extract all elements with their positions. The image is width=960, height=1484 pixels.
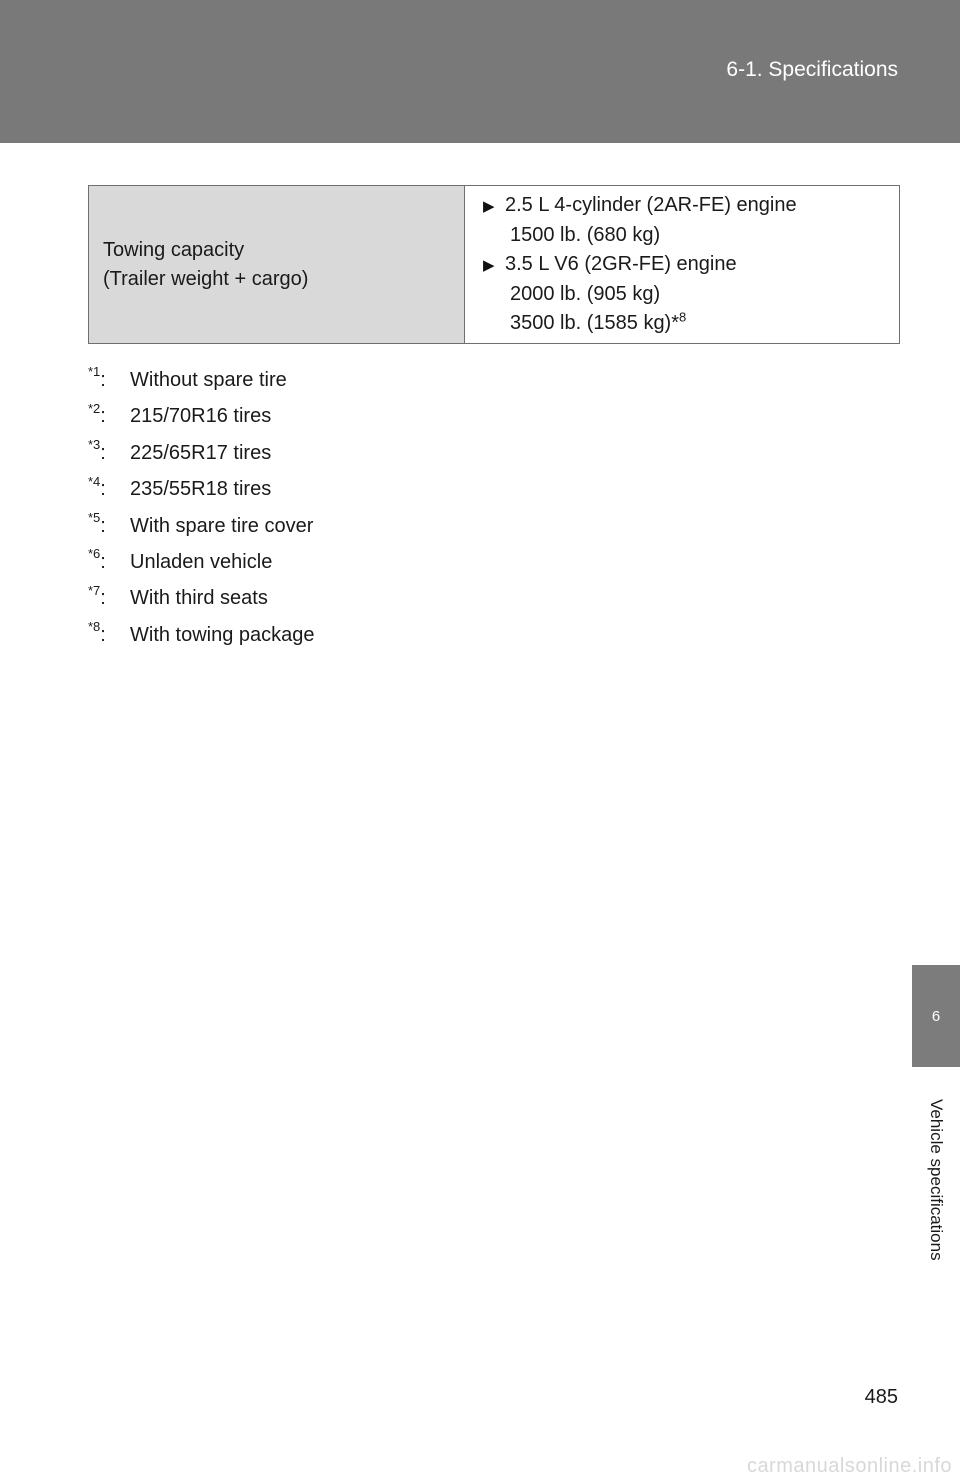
engine-value: 1500 lb. (680 kg) — [510, 224, 661, 246]
list-item — [88, 398, 788, 434]
list-item — [88, 435, 788, 471]
footnote-text: 215/70R16 tires — [130, 405, 272, 428]
footnote-number: *3 — [88, 437, 101, 453]
list-item — [88, 617, 788, 653]
engine-name: 2.5 L 4-cylinder (2AR-FE) engine — [505, 194, 797, 216]
footnote-number: *4 — [88, 473, 101, 489]
chapter-tab[interactable] — [912, 965, 960, 1067]
chapter-number: 6 — [931, 1007, 941, 1025]
page-header — [0, 0, 960, 143]
footnote-mark: $^{*1}$: — [88, 364, 106, 391]
footnote-text: With towing package — [130, 623, 315, 646]
engine-row — [483, 191, 885, 221]
footnote-number: *8 — [88, 619, 101, 635]
footnote-ref: 8 — [679, 309, 687, 325]
page-number: 485 — [864, 1386, 898, 1408]
footnote-text: 235/55R18 tires — [130, 478, 272, 501]
footnote-mark: $^{*5}$: — [88, 509, 106, 537]
footnote-list — [88, 362, 788, 653]
chapter-title: Vehicle specifications — [927, 1098, 946, 1261]
spec-label-line: Towing capacity — [103, 238, 245, 261]
footnote-mark: $^{*3}$: — [88, 437, 106, 464]
list-item — [88, 362, 788, 398]
footnote-mark: $^{*6}$: — [88, 546, 106, 573]
engine-value-with-footnote — [483, 309, 885, 338]
footnote-text: Unladen vehicle — [130, 550, 273, 573]
section-title: 6-1. Specifications — [726, 58, 898, 81]
footnote-mark: $^{*2}$: — [88, 400, 106, 428]
footnote-number: *1 — [88, 364, 101, 380]
triangle-right-icon: ▶ — [483, 198, 495, 215]
engine-value: 2000 lb. (905 kg) — [510, 283, 661, 305]
footnote-mark: $^{*7}$: — [88, 582, 106, 610]
chapter-tab-label — [912, 1067, 960, 1292]
footnote-text: With spare tire cover — [130, 514, 314, 537]
list-item — [88, 580, 788, 616]
footnote-text: With third seats — [130, 587, 268, 610]
footnote-number: *2 — [88, 400, 101, 416]
list-item — [88, 471, 788, 507]
table-row — [89, 186, 900, 344]
towing-capacity-table — [88, 185, 900, 344]
spec-label-line: (Trailer weight + cargo) — [103, 267, 309, 290]
footnote-mark: $^{*4}$: — [88, 473, 106, 501]
spec-label-cell — [89, 186, 465, 344]
footnote-text: 225/65R17 tires — [130, 441, 272, 464]
engine-name: 3.5 L V6 (2GR-FE) engine — [505, 253, 737, 275]
footnote-number: *5 — [88, 509, 101, 525]
list-item — [88, 508, 788, 544]
footnote-number: *7 — [88, 582, 101, 598]
footnote-number: *6 — [88, 546, 101, 562]
footnote-text: Without spare tire — [130, 369, 287, 391]
triangle-right-icon: ▶ — [483, 257, 495, 274]
footnote-mark: $^{*8}$: — [88, 619, 106, 646]
spec-value-cell — [465, 186, 900, 344]
engine-row — [483, 250, 885, 280]
watermark: carmanualsonline.info — [746, 1455, 952, 1477]
engine-value: 3500 lb. (1585 kg)* — [510, 312, 680, 334]
list-item — [88, 544, 788, 580]
